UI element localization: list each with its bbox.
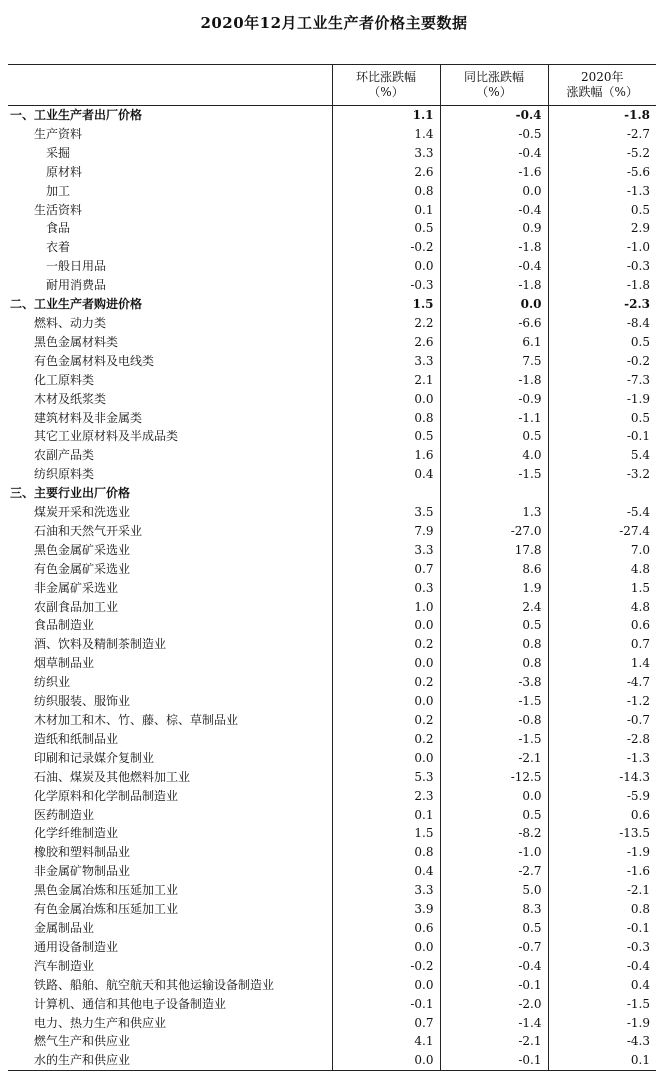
yoy-value: -0.4 [440, 106, 548, 125]
year-value: 4.8 [548, 598, 656, 617]
yoy-value: 8.3 [440, 900, 548, 919]
year-value: -7.3 [548, 371, 656, 390]
mom-value: 7.9 [332, 522, 440, 541]
year-value: -0.1 [548, 919, 656, 938]
mom-value: 2.1 [332, 371, 440, 390]
yoy-value: 0.9 [440, 219, 548, 238]
mom-value: -0.2 [332, 238, 440, 257]
table-row [8, 1051, 656, 1070]
row-label: 食品制造业 [34, 618, 95, 633]
year-value: 1.4 [548, 654, 656, 673]
yoy-value: -8.2 [440, 824, 548, 843]
mom-value: 0.1 [332, 201, 440, 220]
table-row [8, 427, 656, 446]
row-label: 其它工业原材料及半成品类 [34, 429, 179, 444]
table-row [8, 995, 656, 1014]
yoy-value: -0.8 [440, 711, 548, 730]
table-row [8, 692, 656, 711]
table-row [8, 276, 656, 295]
row-label: 一般日用品 [46, 259, 107, 274]
mom-value: 0.7 [332, 560, 440, 579]
mom-value: 3.3 [332, 541, 440, 560]
table-row [8, 938, 656, 957]
mom-value: 0.4 [332, 465, 440, 484]
mom-value: 0.3 [332, 579, 440, 598]
row-label: 衣着 [46, 240, 71, 255]
yoy-value: -0.1 [440, 1051, 548, 1070]
year-value: -8.4 [548, 314, 656, 333]
row-label: 加工 [46, 183, 71, 198]
row-label: 黑色金属材料类 [34, 334, 119, 349]
row-label: 电力、热力生产和供应业 [34, 1015, 167, 1030]
table-row [8, 768, 656, 787]
header-item [8, 65, 332, 106]
table-body [8, 106, 656, 1071]
year-value: -2.7 [548, 125, 656, 144]
year-value: 4.8 [548, 560, 656, 579]
table-row [8, 711, 656, 730]
header-line: （%） [368, 85, 404, 99]
mom-value [332, 484, 440, 503]
table-row [8, 503, 656, 522]
row-label: 纺织业 [34, 675, 71, 690]
row-label: 纺织服装、服饰业 [34, 694, 131, 709]
yoy-value: 0.0 [440, 787, 548, 806]
table-row [8, 201, 656, 220]
year-value: 0.5 [548, 201, 656, 220]
row-label: 计算机、通信和其他电子设备制造业 [34, 996, 227, 1011]
row-label: 木材及纸浆类 [34, 391, 107, 406]
year-value: -14.3 [548, 768, 656, 787]
yoy-value: -0.1 [440, 976, 548, 995]
year-value: -1.9 [548, 1014, 656, 1033]
year-value: 0.8 [548, 900, 656, 919]
yoy-value: 1.3 [440, 503, 548, 522]
header-line: 同比涨跌幅 [463, 70, 524, 84]
mom-value: -0.3 [332, 276, 440, 295]
yoy-value: -27.0 [440, 522, 548, 541]
table-row [8, 900, 656, 919]
mom-value: 0.0 [332, 976, 440, 995]
row-label: 农副食品加工业 [34, 599, 119, 614]
row-label: 有色金属冶炼和压延加工业 [34, 902, 179, 917]
table-row [8, 371, 656, 390]
table-row [8, 541, 656, 560]
table-row [8, 654, 656, 673]
row-label: 烟草制品业 [34, 656, 95, 671]
table-row [8, 806, 656, 825]
row-label: 印刷和记录媒介复制业 [34, 750, 155, 765]
yoy-value: -2.0 [440, 995, 548, 1014]
mom-value: -0.1 [332, 995, 440, 1014]
row-label: 黑色金属冶炼和压延加工业 [34, 883, 179, 898]
mom-value: 1.5 [332, 295, 440, 314]
table-row [8, 125, 656, 144]
row-label: 铁路、船舶、航空航天和其他运输设备制造业 [34, 977, 275, 992]
row-label: 纺织原料类 [34, 467, 95, 482]
mom-value: 0.2 [332, 673, 440, 692]
yoy-value: 0.0 [440, 295, 548, 314]
table-row [8, 390, 656, 409]
table-row [8, 257, 656, 276]
table-row [8, 484, 656, 503]
yoy-value: -0.4 [440, 201, 548, 220]
yoy-value: -1.8 [440, 276, 548, 295]
row-label: 生活资料 [34, 202, 83, 217]
mom-value: 1.0 [332, 598, 440, 617]
mom-value: 2.6 [332, 163, 440, 182]
row-label: 通用设备制造业 [34, 939, 119, 954]
row-label: 木材加工和木、竹、藤、棕、草制品业 [34, 713, 239, 727]
row-label: 金属制品业 [34, 920, 95, 935]
mom-value: 0.1 [332, 806, 440, 825]
year-value: -2.1 [548, 881, 656, 900]
row-label: 采掘 [46, 145, 71, 160]
year-value: 2.9 [548, 219, 656, 238]
mom-value: 0.0 [332, 654, 440, 673]
mom-value: 1.5 [332, 824, 440, 843]
header-yoy [440, 65, 548, 106]
yoy-value: -3.8 [440, 673, 548, 692]
row-label: 酒、饮料及精制茶制造业 [34, 637, 167, 652]
table-row [8, 749, 656, 768]
yoy-value: -1.5 [440, 465, 548, 484]
yoy-value: 0.5 [440, 806, 548, 825]
row-label: 化工原料类 [34, 372, 95, 387]
header-line: 2020年 [580, 70, 624, 84]
row-label: 生产资料 [34, 126, 83, 141]
table-row [8, 598, 656, 617]
mom-value: -0.2 [332, 957, 440, 976]
year-value: -1.9 [548, 390, 656, 409]
year-value: 0.6 [548, 806, 656, 825]
table-header-row [8, 65, 656, 106]
year-value: -5.6 [548, 163, 656, 182]
table-row [8, 409, 656, 428]
yoy-value: 1.9 [440, 579, 548, 598]
mom-value: 4.1 [332, 1032, 440, 1051]
row-label: 橡胶和塑料制品业 [34, 845, 131, 860]
row-label: 石油和天然气开采业 [34, 523, 143, 538]
year-value: 0.5 [548, 333, 656, 352]
year-value: 0.7 [548, 635, 656, 654]
yoy-value: 17.8 [440, 541, 548, 560]
mom-value: 2.3 [332, 787, 440, 806]
mom-value: 1.1 [332, 106, 440, 125]
table-row [8, 730, 656, 749]
table-row [8, 957, 656, 976]
mom-value: 0.5 [332, 219, 440, 238]
yoy-value: 8.6 [440, 560, 548, 579]
mom-value: 0.0 [332, 390, 440, 409]
table-row [8, 862, 656, 881]
yoy-value: 4.0 [440, 446, 548, 465]
yoy-value: 6.1 [440, 333, 548, 352]
yoy-value: 0.8 [440, 635, 548, 654]
yoy-value: -0.5 [440, 125, 548, 144]
year-value: 7.0 [548, 541, 656, 560]
table-row [8, 106, 656, 125]
yoy-value: 0.0 [440, 182, 548, 201]
yoy-value: 2.4 [440, 598, 548, 617]
row-label: 非金属矿物制品业 [34, 864, 131, 879]
table-row [8, 787, 656, 806]
row-label: 农副产品类 [34, 448, 95, 463]
mom-value: 0.0 [332, 938, 440, 957]
row-label: 原材料 [46, 164, 83, 179]
mom-value: 3.3 [332, 352, 440, 371]
year-value: -2.8 [548, 730, 656, 749]
year-value: -2.3 [548, 295, 656, 314]
year-value: -27.4 [548, 522, 656, 541]
row-label: 有色金属材料及电线类 [34, 353, 155, 368]
table-row [8, 1014, 656, 1033]
row-label: 石油、煤炭及其他燃料加工业 [34, 769, 191, 784]
row-label: 有色金属矿采选业 [34, 561, 131, 576]
table-row [8, 616, 656, 635]
year-value: 5.4 [548, 446, 656, 465]
table-row [8, 144, 656, 163]
mom-value: 2.2 [332, 314, 440, 333]
year-value: -1.8 [548, 106, 656, 125]
yoy-value: -6.6 [440, 314, 548, 333]
table-row [8, 333, 656, 352]
header-line: 涨跌幅（%） [566, 85, 638, 99]
row-label: 造纸和纸制品业 [34, 731, 119, 746]
mom-value: 0.0 [332, 1051, 440, 1070]
table-row [8, 579, 656, 598]
table-row [8, 295, 656, 314]
year-value: -5.9 [548, 787, 656, 806]
year-value: -3.2 [548, 465, 656, 484]
row-label: 医药制造业 [34, 807, 95, 822]
yoy-value: -1.4 [440, 1014, 548, 1033]
year-value: -1.8 [548, 276, 656, 295]
year-value: -13.5 [548, 824, 656, 843]
year-value: -1.3 [548, 182, 656, 201]
row-label: 煤炭开采和洗选业 [34, 505, 131, 520]
row-label: 非金属矿采选业 [34, 580, 119, 595]
row-label: 二、工业生产者购进价格 [10, 297, 143, 312]
header-line: （%） [476, 85, 512, 99]
year-value: -4.7 [548, 673, 656, 692]
table-row [8, 219, 656, 238]
mom-value: 2.6 [332, 333, 440, 352]
mom-value: 5.3 [332, 768, 440, 787]
row-label: 燃料、动力类 [34, 315, 107, 330]
yoy-value: -0.4 [440, 957, 548, 976]
year-value: -0.7 [548, 711, 656, 730]
yoy-value: 0.5 [440, 919, 548, 938]
yoy-value: -2.1 [440, 1032, 548, 1051]
mom-value: 0.8 [332, 409, 440, 428]
mom-value: 0.2 [332, 635, 440, 654]
year-value: -0.2 [548, 352, 656, 371]
year-value: -1.5 [548, 995, 656, 1014]
row-label: 燃气生产和供应业 [34, 1034, 131, 1049]
year-value: 0.4 [548, 976, 656, 995]
header-mom [332, 65, 440, 106]
year-value: -1.2 [548, 692, 656, 711]
year-value [548, 484, 656, 503]
year-value: -0.1 [548, 427, 656, 446]
yoy-value: -1.1 [440, 409, 548, 428]
yoy-value: -2.7 [440, 862, 548, 881]
table-row [8, 1032, 656, 1051]
row-label: 黑色金属矿采选业 [34, 542, 131, 557]
year-value: -5.2 [548, 144, 656, 163]
year-value: -1.0 [548, 238, 656, 257]
year-value: -0.3 [548, 257, 656, 276]
mom-value: 0.5 [332, 427, 440, 446]
mom-value: 3.9 [332, 900, 440, 919]
yoy-value: -0.4 [440, 144, 548, 163]
yoy-value: -1.0 [440, 843, 548, 862]
mom-value: 0.0 [332, 616, 440, 635]
row-label: 建筑材料及非金属类 [34, 410, 143, 425]
year-value: 0.6 [548, 616, 656, 635]
mom-value: 0.0 [332, 692, 440, 711]
yoy-value: 0.5 [440, 427, 548, 446]
header-line: 环比涨跌幅 [355, 70, 416, 84]
row-label: 水的生产和供应业 [8, 1051, 332, 1070]
mom-value: 1.6 [332, 446, 440, 465]
year-value: -4.3 [548, 1032, 656, 1051]
yoy-value: 5.0 [440, 881, 548, 900]
row-label: 一、工业生产者出厂价格 [10, 108, 143, 122]
price-data-table [8, 64, 656, 1071]
row-label: 化学纤维制造业 [34, 826, 119, 841]
yoy-value: 0.5 [440, 616, 548, 635]
mom-value: 1.4 [332, 125, 440, 144]
mom-value: 0.4 [332, 862, 440, 881]
year-value: -0.4 [548, 957, 656, 976]
mom-value: 3.3 [332, 144, 440, 163]
yoy-value: -1.5 [440, 692, 548, 711]
table-row [8, 163, 656, 182]
table-row [8, 560, 656, 579]
year-value: -1.6 [548, 862, 656, 881]
table-row [8, 522, 656, 541]
yoy-value: -1.8 [440, 238, 548, 257]
yoy-value: -1.8 [440, 371, 548, 390]
yoy-value: -1.6 [440, 163, 548, 182]
table-row [8, 465, 656, 484]
table-row [8, 635, 656, 654]
yoy-value: -0.7 [440, 938, 548, 957]
mom-value: 0.2 [332, 711, 440, 730]
yoy-value [440, 484, 548, 503]
table-row [8, 881, 656, 900]
table-row [8, 919, 656, 938]
year-value: -5.4 [548, 503, 656, 522]
year-value: 1.5 [548, 579, 656, 598]
year-value: -1.9 [548, 843, 656, 862]
mom-value: 0.8 [332, 182, 440, 201]
mom-value: 0.6 [332, 919, 440, 938]
header-year [548, 65, 656, 106]
row-label: 耐用消费品 [46, 278, 107, 293]
table-row [8, 976, 656, 995]
row-label: 化学原料和化学制品制造业 [34, 788, 179, 803]
mom-value: 3.5 [332, 503, 440, 522]
yoy-value: -1.5 [440, 730, 548, 749]
mom-value: 0.0 [332, 749, 440, 768]
mom-value: 3.3 [332, 881, 440, 900]
yoy-value: 0.8 [440, 654, 548, 673]
year-value: 0.5 [548, 409, 656, 428]
table-row [8, 352, 656, 371]
table-row [8, 446, 656, 465]
table-row [8, 824, 656, 843]
row-label: 三、主要行业出厂价格 [10, 486, 131, 501]
year-value: 0.1 [548, 1051, 656, 1070]
table-row [8, 314, 656, 333]
mom-value: 0.7 [332, 1014, 440, 1033]
yoy-value: -12.5 [440, 768, 548, 787]
year-value: -1.3 [548, 749, 656, 768]
table-row [8, 843, 656, 862]
row-label: 食品 [46, 221, 71, 236]
table-row [8, 182, 656, 201]
mom-value: 0.0 [332, 257, 440, 276]
year-value: -0.3 [548, 938, 656, 957]
table-row [8, 238, 656, 257]
table-row [8, 673, 656, 692]
yoy-value: -2.1 [440, 749, 548, 768]
row-label: 汽车制造业 [34, 958, 95, 973]
mom-value: 0.2 [332, 730, 440, 749]
yoy-value: -0.9 [440, 390, 548, 409]
page-title: 2020年12月工业生产者价格主要数据 [200, 14, 468, 32]
yoy-value: 7.5 [440, 352, 548, 371]
mom-value: 0.8 [332, 843, 440, 862]
yoy-value: -0.4 [440, 257, 548, 276]
